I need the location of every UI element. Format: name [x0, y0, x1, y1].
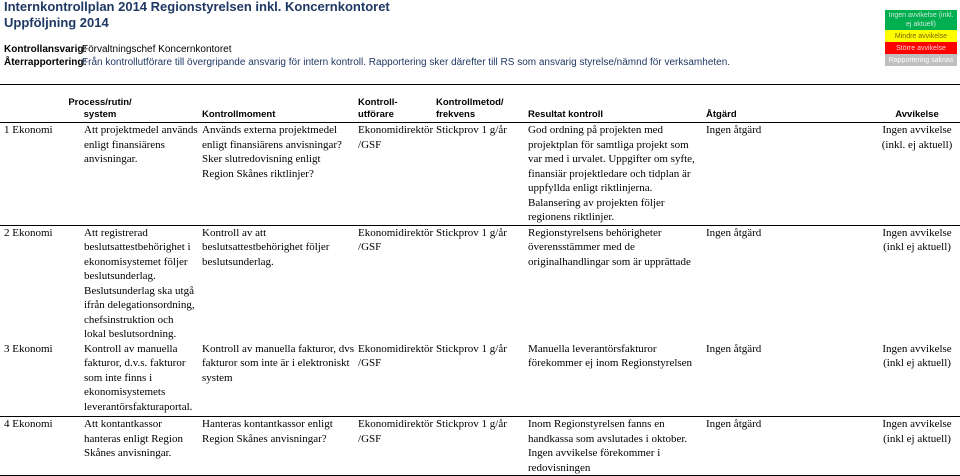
- cell-method: Stickprov 1 g/år: [436, 418, 507, 430]
- header-moment: Kontrollmoment: [202, 109, 276, 120]
- cell-deviation: Ingen avvikelse (inkl ej aktuell): [882, 418, 952, 445]
- legend-no-deviation: Ingen avvikelse (inkl. ej aktuell): [885, 10, 957, 30]
- cell-num-area: 2 Ekonomi: [4, 226, 53, 239]
- table-row: [0, 342, 960, 417]
- cell-executor: Ekonomidirektör /GSF: [358, 342, 434, 369]
- table-row: [0, 225, 960, 342]
- reporting-label: Återrapportering:: [4, 57, 87, 68]
- cell-result: Inom Regionstyrelsen fanns en handkassa som avslutades i oktober. Ingen avvikelse förekommer i redovisningen: [528, 418, 688, 474]
- header-action: Åtgärd: [706, 109, 737, 120]
- cell-action: Ingen åtgärd: [706, 342, 762, 355]
- legend-missing-report: Rapportering saknas: [885, 54, 957, 66]
- cell-deviation: Ingen avvikelse (inkl. ej aktuell): [881, 124, 953, 151]
- cell-deviation: Ingen avvikelse (inkl ej aktuell): [882, 226, 952, 253]
- cell-deviation: Ingen avvikelse (inkl ej aktuell): [882, 342, 952, 369]
- control-plan-table: [0, 84, 960, 476]
- reporting-value: Från kontrollutförare till övergripande ansvarig för intern kontroll. Rapportering sker därefter till RS som ansvarig styrelse/nämnd för verksamheten.: [82, 57, 731, 68]
- header-result: Resultat kontroll: [528, 109, 603, 120]
- cell-executor: Ekonomidirektör /GSF: [358, 226, 434, 253]
- responsible-row: [4, 44, 232, 55]
- cell-num-area: 4 Ekonomi: [4, 418, 53, 430]
- cell-process: Att registrerad beslutsattestbehörighet i ekonomisystemet följer beslutsunderlag. Beslutsunderlag ska utgå ifrån delegationsordning, chefsinstruktion och lokal beslutsordning.: [84, 226, 195, 340]
- document-title: Internkontrollplan 2014 Regionstyrelsen inkl. Koncernkontoret: [4, 0, 390, 14]
- cell-num-area: 1 Ekonomi: [4, 124, 53, 136]
- legend-major-deviation: Större avvikelse: [885, 42, 957, 54]
- cell-process: Kontroll av manuella fakturor, d.v.s. fakturor som inte finns i ekonomisystemets leverantörsfakturaportal.: [84, 342, 193, 413]
- cell-moment: Kontroll av manuella fakturor, dvs fakturor som inte är i elektroniskt system: [202, 342, 355, 384]
- cell-process: Att projektmedel används enligt finansiärens anvisningar.: [84, 124, 198, 165]
- cell-executor: Ekonomidirektör /GSF: [358, 124, 434, 151]
- header-method: Kontrollmetod/ frekvens: [436, 97, 504, 120]
- document-subtitle: Uppföljning 2014: [4, 15, 109, 30]
- cell-process: Att kontantkassor hanteras enligt Region Skånes anvisningar.: [84, 418, 183, 459]
- cell-moment: Används externa projektmedel enligt finansiärens anvisningar? Sker slutredovisning enligt Region Skånes riktlinjer?: [202, 124, 342, 180]
- legend-minor-deviation: Mindre avvikelse: [885, 30, 957, 42]
- cell-action: Ingen åtgärd: [706, 418, 762, 430]
- cell-num-area: 3 Ekonomi: [4, 342, 53, 355]
- header-process: Process/rutin/ system: [68, 97, 132, 120]
- cell-method: Stickprov 1 g/år: [436, 342, 507, 355]
- cell-result: Regionstyrelsens behörigheter överensstämmer med de originalhandlingar som är upprättade: [528, 226, 691, 268]
- cell-action: Ingen åtgärd: [706, 124, 762, 136]
- table-row: [0, 417, 960, 476]
- responsible-label: Kontrollansvarig:: [4, 44, 87, 55]
- cell-moment: Kontroll av att beslutsattestbehörighet följer beslutsunderlag.: [202, 226, 330, 268]
- table-row: [0, 123, 960, 226]
- cell-moment: Hanteras kontantkassor enligt Region Skånes anvisningar?: [202, 418, 333, 445]
- reporting-row: [4, 57, 730, 68]
- cell-action: Ingen åtgärd: [706, 226, 762, 239]
- header-executor: Kontroll-utförare: [358, 97, 398, 120]
- cell-executor: Ekonomidirektör /GSF: [358, 418, 434, 445]
- status-legend: [885, 10, 957, 66]
- cell-result: Manuella leverantörsfakturor förekommer ej inom Regionstyrelsen: [528, 342, 693, 369]
- cell-method: Stickprov 1 g/år: [436, 226, 507, 239]
- header-deviation: Avvikelse: [895, 109, 939, 120]
- cell-method: Stickprov 1 g/år: [436, 124, 507, 136]
- responsible-value: Förvaltningschef Koncernkontoret: [82, 44, 232, 55]
- table-header-row: [0, 85, 960, 123]
- cell-result: God ordning på projekten med projektplan för samtliga projekt som var med i urvalet. Uppgifter om syfte, finansiär projektledare och tidplan är uppfyllda enligt riktlinjerna. Balansering av projekten följer regionens riktlinjer.: [528, 124, 695, 223]
